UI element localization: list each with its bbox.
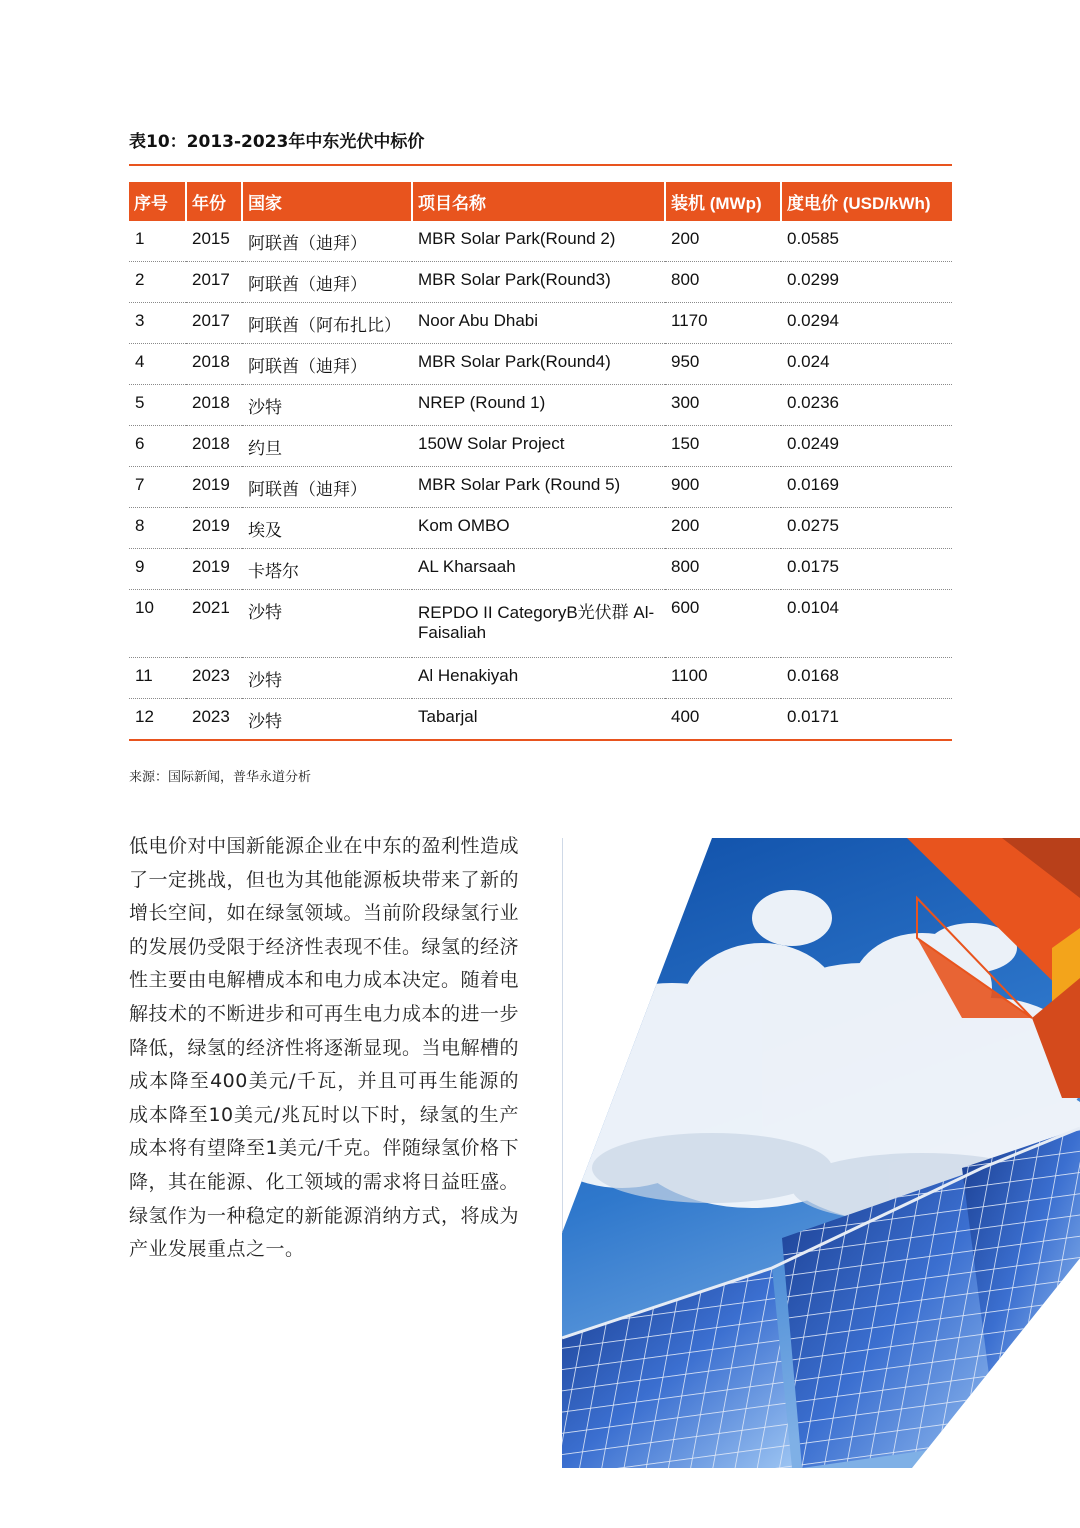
table-cell: 11 bbox=[129, 658, 186, 699]
table-cell: MBR Solar Park(Round4) bbox=[412, 344, 665, 385]
table-cell: 150 bbox=[665, 426, 781, 467]
table-cell: 4 bbox=[129, 344, 186, 385]
table-cell: 阿联酋（迪拜） bbox=[242, 467, 412, 508]
table-cell: 2019 bbox=[186, 467, 242, 508]
table-cell: Tabarjal bbox=[412, 699, 665, 741]
table-cell: 400 bbox=[665, 699, 781, 741]
table-row bbox=[129, 508, 952, 549]
table-cell: 2017 bbox=[186, 303, 242, 344]
table-cell: 150W Solar Project bbox=[412, 426, 665, 467]
table-cell: 800 bbox=[665, 549, 781, 590]
table-cell: 2017 bbox=[186, 262, 242, 303]
table-row bbox=[129, 549, 952, 590]
table-cell: 0.0294 bbox=[781, 303, 952, 344]
table-cell: 2018 bbox=[186, 385, 242, 426]
header-cell: 国家 bbox=[242, 182, 412, 221]
pv-tender-price-table bbox=[129, 182, 952, 741]
table-cell: 0.024 bbox=[781, 344, 952, 385]
table-cell: 900 bbox=[665, 467, 781, 508]
table-cell: 10 bbox=[129, 590, 186, 658]
header-cell: 年份 bbox=[186, 182, 242, 221]
table-row bbox=[129, 303, 952, 344]
table-cell: 300 bbox=[665, 385, 781, 426]
table-cell: NREP (Round 1) bbox=[412, 385, 665, 426]
table-cell: 950 bbox=[665, 344, 781, 385]
table-cell: 1100 bbox=[665, 658, 781, 699]
table-cell: 2019 bbox=[186, 549, 242, 590]
header-cell: 度电价 (USD/kWh) bbox=[781, 182, 952, 221]
table-cell: MBR Solar Park(Round 2) bbox=[412, 221, 665, 262]
table-cell: 0.0168 bbox=[781, 658, 952, 699]
header-cell: 序号 bbox=[129, 182, 186, 221]
table-cell: 7 bbox=[129, 467, 186, 508]
table-cell: 12 bbox=[129, 699, 186, 741]
table-cell: 200 bbox=[665, 508, 781, 549]
table-cell: AL Kharsaah bbox=[412, 549, 665, 590]
table-cell: 2018 bbox=[186, 344, 242, 385]
table-cell: Al Henakiyah bbox=[412, 658, 665, 699]
table-header-row bbox=[129, 182, 952, 221]
header-cell: 装机 (MWp) bbox=[665, 182, 781, 221]
table-cell: 沙特 bbox=[242, 658, 412, 699]
table-cell: 6 bbox=[129, 426, 186, 467]
table-cell: 卡塔尔 bbox=[242, 549, 412, 590]
table-cell: 阿联酋（迪拜） bbox=[242, 221, 412, 262]
table-cell: 2023 bbox=[186, 658, 242, 699]
table-cell: 0.0169 bbox=[781, 467, 952, 508]
table-cell: 1170 bbox=[665, 303, 781, 344]
table-cell: 0.0236 bbox=[781, 385, 952, 426]
table-cell: 2015 bbox=[186, 221, 242, 262]
table-cell: 3 bbox=[129, 303, 186, 344]
table-cell: 600 bbox=[665, 590, 781, 658]
table-cell: 埃及 bbox=[242, 508, 412, 549]
table-cell: 0.0585 bbox=[781, 221, 952, 262]
solar-panel-photo bbox=[562, 838, 1080, 1468]
title-rule bbox=[129, 164, 952, 166]
table-cell: 约旦 bbox=[242, 426, 412, 467]
table-cell: 阿联酋（迪拜） bbox=[242, 262, 412, 303]
table-cell: 800 bbox=[665, 262, 781, 303]
table-cell: 2019 bbox=[186, 508, 242, 549]
table-cell: 2018 bbox=[186, 426, 242, 467]
table-cell: REPDO II CategoryB光伏群 Al-Faisaliah bbox=[412, 590, 665, 658]
table-cell: 0.0299 bbox=[781, 262, 952, 303]
table-cell: 沙特 bbox=[242, 590, 412, 658]
table-cell: 2023 bbox=[186, 699, 242, 741]
table-cell: 0.0249 bbox=[781, 426, 952, 467]
table-cell: MBR Solar Park (Round 5) bbox=[412, 467, 665, 508]
table-cell: Noor Abu Dhabi bbox=[412, 303, 665, 344]
table-cell: 阿联酋（阿布扎比） bbox=[242, 303, 412, 344]
table-cell: 9 bbox=[129, 549, 186, 590]
table-cell: MBR Solar Park(Round3) bbox=[412, 262, 665, 303]
body-paragraph: 低电价对中国新能源企业在中东的盈利性造成了一定挑战，但也为其他能源板块带来了新的增长空间，如在绿氢领域。当前阶段绿氢行业的发展仍受限于经济性表现不佳。绿氢的经济性主要由电解槽成本和电力成本决定。随着电解技术的不断进步和可再生电力成本的进一步降低，绿氢的经济性将逐渐显现。当电解槽的成本降至400美元/千瓦，并且可再生能源的成本降至10美元/兆瓦时以下时，绿氢的生产成本将有望降至1美元/千克。伴随绿氢价格下降，其在能源、化工领域的需求将日益旺盛。绿氢作为一种稳定的新能源消纳方式，将成为产业发展重点之一。 bbox=[129, 835, 520, 1261]
table-row bbox=[129, 221, 952, 262]
table-title: 表10：2013-2023年中东光伏中标价 bbox=[129, 132, 425, 152]
table-cell: 200 bbox=[665, 221, 781, 262]
table-cell: 0.0175 bbox=[781, 549, 952, 590]
table-row bbox=[129, 344, 952, 385]
table-row bbox=[129, 590, 952, 658]
table-cell: 8 bbox=[129, 508, 186, 549]
table-cell: 阿联酋（迪拜） bbox=[242, 344, 412, 385]
table-cell: 0.0171 bbox=[781, 699, 952, 741]
table-cell: 5 bbox=[129, 385, 186, 426]
table-row bbox=[129, 467, 952, 508]
header-cell: 项目名称 bbox=[412, 182, 665, 221]
table-cell: 2021 bbox=[186, 590, 242, 658]
table-cell: 沙特 bbox=[242, 385, 412, 426]
table-cell: 2 bbox=[129, 262, 186, 303]
table-cell: 沙特 bbox=[242, 699, 412, 741]
table-row bbox=[129, 658, 952, 699]
table-row bbox=[129, 699, 952, 741]
table-row bbox=[129, 426, 952, 467]
source-note: 来源：国际新闻，普华永道分析 bbox=[129, 770, 312, 785]
table-row bbox=[129, 262, 952, 303]
table-row bbox=[129, 385, 952, 426]
table-cell: 0.0275 bbox=[781, 508, 952, 549]
table-cell: 1 bbox=[129, 221, 186, 262]
table-cell: Kom OMBO bbox=[412, 508, 665, 549]
table-cell: 0.0104 bbox=[781, 590, 952, 658]
